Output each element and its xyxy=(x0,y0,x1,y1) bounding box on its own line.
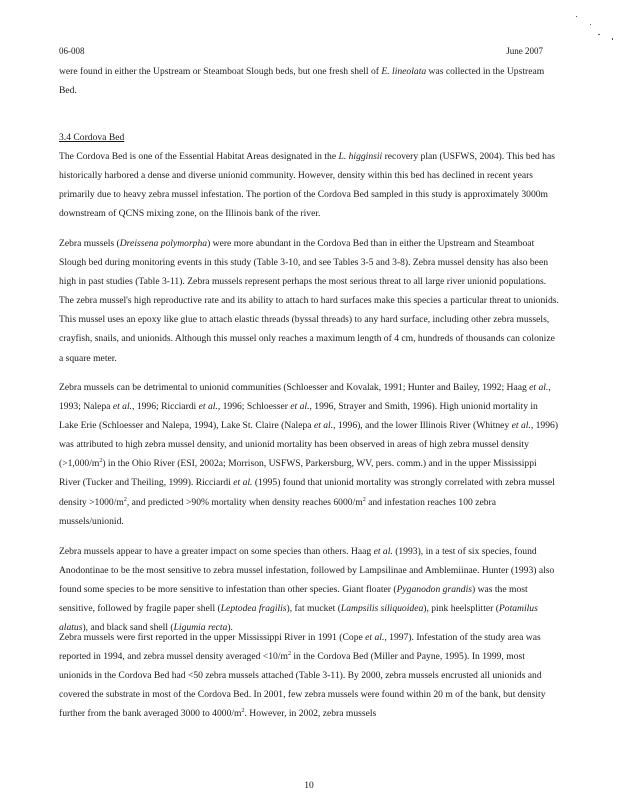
section-heading: 3.4 Cordova Bed xyxy=(59,132,125,143)
scan-speck xyxy=(598,34,600,35)
species-name: E. lineolata xyxy=(381,66,427,77)
scan-speck xyxy=(590,24,591,25)
paragraph-2: Zebra mussels (Dreissena polymorpha) were more abundant in the Cordova Bed than in either the Upstream and Steamboat Slough bed during monitoring events in this study (Table 3-10, and see Tables 3-5 and 3-8). Zebra mussel density has also been high in past studies (Table 3-11). Zebra mussels represent perhaps the most serious threat to all large river unionid populations. The zebra mussel's high reproductive rate and its ability to attach to hard surfaces make this species a particular threat to unionids. This mussel uses an epoxy like glue to attach elastic threads (byssal threads) to any hard surface, including other zebra mussels, crayfish, snails, and unionids. Although this mussel only reaches a maximum length of 4 cm, hundreds of thousands can colonize a square meter. xyxy=(59,238,559,364)
header-date: June 2007 xyxy=(506,46,543,56)
paragraph-5: Zebra mussels were first reported in the upper Mississippi River in 1991 (Cope et al., 1997). Infestation of the study area was reported in 1994, and zebra mussel density averaged $<10/m^2$ in the Cordova Bed (Miller and Payne, 1995). In 1999, most unionids in the Cordova Bed had <50 zebra mussels attached (Table 3-11). By 2000, zebra mussels encrusted all unionids and covered the substrate in most of the Cordova Bed. In 2001, few zebra mussels were found within 20 m of the bank, but density further from the bank averaged 3000 to $4000/m^2$. However, in 2002, zebra mussels xyxy=(59,632,546,720)
paragraph-3: Zebra mussels can be detrimental to unionid communities (Schloesser and Kovalak, 1991; Hunter and Bailey, 1992; Haag et al., 1993; Nalepa et al., 1996; Ricciardi et al., 1996; Schloesser et al., 1996, Strayer and Smith, 1996). High unionid mortality in Lake Erie (Schloesser and Nalepa, 1994), Lake St. Claire (Nalepa et al., 1996), and the lower Illinois River (Whitney et al., 1996) was attributed to high zebra mussel density, and unionid mortality has been observed in areas of high zebra mussel density $(>1,000/m^2)$ in the Ohio River (ESI, 2002a; Morrison, USFWS, Parkersburg, WV, pers. comm.) and in the upper Mississippi River (Tucker and Theiling, 1999). Ricciardi et al. (1995) found that unionid mortality was strongly correlated with zebra mussel density $>1000/m^2$, and predicted >90% mortality when density reaches $6000/m^2$ and infestation reaches 100 zebra mussels/unionid. xyxy=(59,382,559,527)
intro-paragraph: were found in either the Upstream or Steamboat Slough beds, but one fresh shell of E. lineolata was collected in the Upstream Bed. xyxy=(59,66,545,97)
paragraph-1: The Cordova Bed is one of the Essential Habitat Areas designated in the L. higginsii recovery plan (USFWS, 2004). This bed has historically harbored a dense and diverse unionid community. However, density within this bed has declined in recent years primarily due to heavy zebra mussel infestation. The portion of the Cordova Bed sampled in this study is approximately 3000m downstream of QCNS mixing zone, on the Illinois bank of the river. xyxy=(59,151,555,220)
scan-speck xyxy=(612,38,613,40)
header-doc-id: 06-008 xyxy=(59,46,85,56)
paragraph-4: Zebra mussels appear to have a greater impact on some species than others. Haag et al. (1993), in a test of six species, found Anodontinae to be the most sensitive to zebra mussel infestation, followed by Lampsilinae and Amblemiinae. Hunter (1993) also found some species to be more sensitive to infestation than other species. Giant floater (Pyganodon grandis) was the most sensitive, followed by fragile paper shell (Leptodea fragilis), fat mucket (Lampsilis siliquoidea), pink heelsplitter (Potamilus alatus), and black sand shell (Ligumia recta). xyxy=(59,546,555,634)
scan-speck xyxy=(576,16,577,17)
page-number: 10 xyxy=(304,781,314,791)
